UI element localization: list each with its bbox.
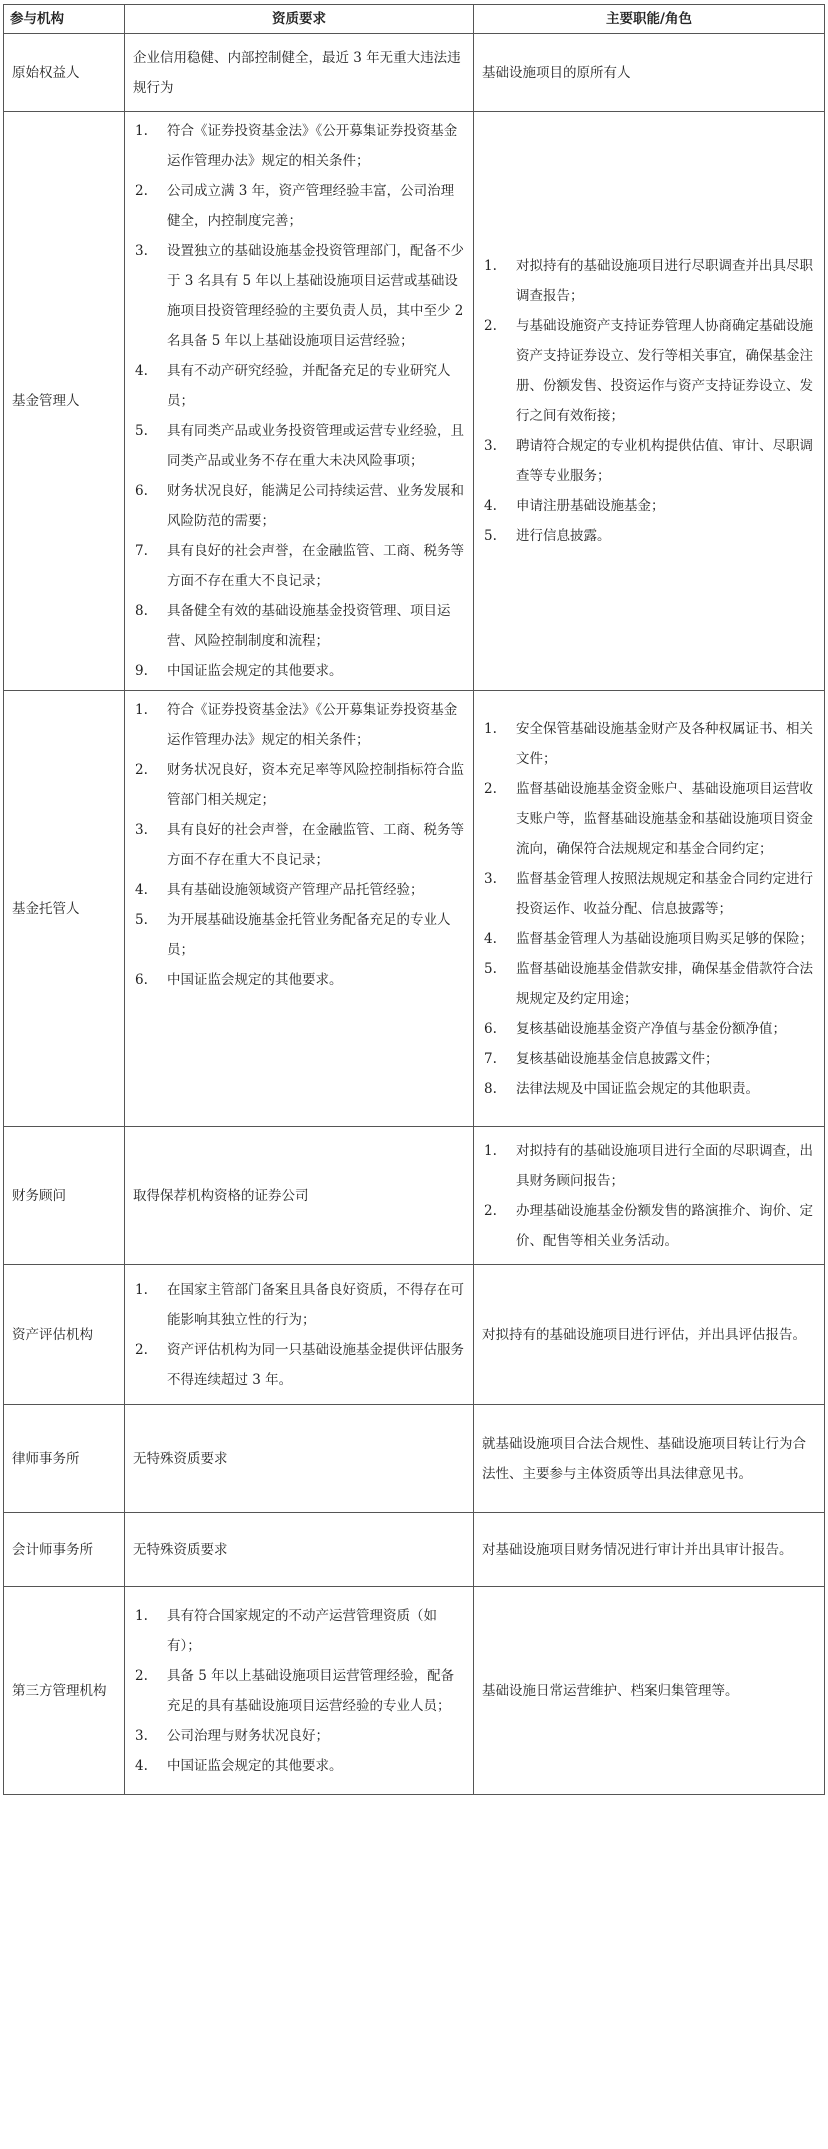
- table-row: [4, 691, 825, 1127]
- list-item-text: 具备健全有效的基础设施基金投资管理、项目运营、风险控制制度和流程；: [167, 603, 451, 649]
- list-item: 7. 具有良好的社会声誉，在金融监管、工商、税务等方面不存在重大不良记录；: [135, 543, 464, 589]
- qualification-list: [133, 1275, 465, 1395]
- list-item-text: 财务状况良好，能满足公司持续运营、业务发展和风险防范的需要；: [167, 483, 464, 529]
- list-item-text: 安全保管基础设施基金财产及各种权属证书、相关文件；: [516, 720, 813, 767]
- list-item-text: 具备 5 年以上基础设施项目运营管理经验，配备充足的具有基础设施项目运营经验的专业人员；: [167, 1667, 455, 1714]
- institution-name: 财务顾问: [4, 1127, 125, 1265]
- role-list-cell: [474, 1127, 825, 1265]
- institution-name: 基金托管人: [4, 691, 125, 1127]
- list-item-text: 中国证监会规定的其他要求。: [167, 972, 343, 988]
- list-item-text: 监督基金管理人为基础设施项目购买足够的保险；: [516, 930, 813, 947]
- role-list-cell: [474, 112, 825, 691]
- list-item: 2. 与基础设施资产支持证券管理人协商确定基础设施资产支持证券设立、发行等相关事宜，确保基金注册、份额发售、投资运作与资产支持证券设立、发行之间有效衔接；: [484, 318, 813, 424]
- list-item: 6. 复核基础设施基金资产净值与基金份额净值；: [484, 1020, 786, 1037]
- list-item: 4. 监督基金管理人为基础设施项目购买足够的保险；: [484, 930, 813, 947]
- list-item-text: 复核基础设施基金资产净值与基金份额净值；: [516, 1020, 786, 1037]
- list-item-text: 财务状况良好，资本充足率等风险控制指标符合监管部门相关规定；: [167, 762, 464, 808]
- list-item: 5. 为开展基础设施基金托管业务配备充足的专业人员；: [135, 912, 451, 958]
- list-item: 5. 进行信息披露。: [484, 528, 611, 544]
- qualification-list: [133, 116, 465, 686]
- table-row: [4, 1405, 825, 1513]
- institution-name: 律师事务所: [4, 1405, 125, 1513]
- list-item-text: 具有符合国家规定的不动产运营管理资质（如有）；: [167, 1607, 437, 1654]
- list-item-text: 中国证监会规定的其他要求。: [167, 663, 343, 679]
- qualification-list-cell: [125, 691, 474, 1127]
- table-header-row: [4, 5, 825, 34]
- list-item: 7. 复核基础设施基金信息披露文件；: [484, 1050, 719, 1067]
- list-item-text: 符合《证券投资基金法》《公开募集证券投资基金运作管理办法》规定的相关条件；: [167, 702, 458, 748]
- list-item: 8. 法律法规及中国证监会规定的其他职责。: [484, 1080, 759, 1097]
- list-item: 2. 财务状况良好，资本充足率等风险控制指标符合监管部门相关规定；: [135, 762, 464, 808]
- list-item: 3. 公司治理与财务状况良好；: [135, 1727, 329, 1744]
- list-item: 1. 符合《证券投资基金法》《公开募集证券投资基金运作管理办法》规定的相关条件；: [135, 702, 458, 748]
- list-item: 4. 申请注册基础设施基金；: [484, 498, 665, 514]
- list-item-text: 为开展基础设施基金托管业务配备充足的专业人员；: [167, 912, 451, 958]
- institution-name: 会计师事务所: [4, 1513, 125, 1587]
- header-qualification: 资质要求: [125, 5, 474, 34]
- list-item: 9. 中国证监会规定的其他要求。: [135, 663, 343, 679]
- list-item: 3. 具有良好的社会声誉，在金融监管、工商、税务等方面不存在重大不良记录；: [135, 822, 464, 868]
- list-item: 8. 具备健全有效的基础设施基金投资管理、项目运营、风险控制制度和流程；: [135, 603, 451, 649]
- role-list: [482, 251, 816, 551]
- role-list: [482, 1136, 816, 1256]
- list-item-text: 中国证监会规定的其他要求。: [167, 1757, 343, 1774]
- list-item: 3. 设置独立的基础设施基金投资管理部门，配备不少于 3 名具有 5 年以上基础设施项目运营或基础设施项目投资管理经验的主要负责人员，其中至少 2 名具备 5 年以上基础设施项目运营经验；: [135, 243, 464, 349]
- list-item: 2. 资产评估机构为同一只基础设施基金提供评估服务不得连续超过 3 年。: [135, 1341, 464, 1388]
- list-item: 1. 对拟持有的基础设施项目进行全面的尽职调查，出具财务顾问报告；: [484, 1142, 813, 1189]
- role-text: 就基础设施项目合法合规性、基础设施项目转让行为合法性、主要参与主体资质等出具法律意见书。: [474, 1405, 825, 1513]
- role-list-cell: [474, 691, 825, 1127]
- institution-name: 原始权益人: [4, 34, 125, 112]
- table-row: [4, 1127, 825, 1265]
- list-item-text: 在国家主管部门备案且具备良好资质，不得存在可能影响其独立性的行为；: [167, 1281, 464, 1328]
- list-item-text: 公司治理与财务状况良好；: [167, 1727, 329, 1744]
- list-item: 3. 监督基金管理人按照法规规定和基金合同约定进行投资运作、收益分配、信息披露等；: [484, 870, 813, 917]
- list-item: 5. 具有同类产品或业务投资管理或运营专业经验，且同类产品或业务不存在重大未决风险事项；: [135, 423, 464, 469]
- qualification-list-cell: [125, 1265, 474, 1405]
- list-item-text: 公司成立满 3 年，资产管理经验丰富，公司治理健全，内控制度完善；: [167, 183, 455, 229]
- header-role: 主要职能/角色: [474, 5, 825, 34]
- list-item: 1. 安全保管基础设施基金财产及各种权属证书、相关文件；: [484, 720, 813, 767]
- institution-name: 基金管理人: [4, 112, 125, 691]
- list-item-text: 符合《证券投资基金法》《公开募集证券投资基金运作管理办法》规定的相关条件；: [167, 123, 458, 169]
- qualification-list: [133, 695, 465, 995]
- list-item: 3. 聘请符合规定的专业机构提供估值、审计、尽职调查等专业服务；: [484, 438, 813, 484]
- list-item-text: 具有不动产研究经验，并配备充足的专业研究人员；: [167, 363, 451, 409]
- qualification-list: [133, 1601, 465, 1781]
- list-item-text: 进行信息披露。: [516, 528, 611, 544]
- list-item: 1. 在国家主管部门备案且具备良好资质，不得存在可能影响其独立性的行为；: [135, 1281, 464, 1328]
- list-item-text: 对拟持有的基础设施项目进行尽职调查并出具尽职调查报告；: [516, 258, 813, 304]
- list-item: 1. 符合《证券投资基金法》《公开募集证券投资基金运作管理办法》规定的相关条件；: [135, 123, 458, 169]
- role-text: 对拟持有的基础设施项目进行评估，并出具评估报告。: [474, 1265, 825, 1405]
- list-item: 6. 中国证监会规定的其他要求。: [135, 972, 343, 988]
- list-item: 1. 具有符合国家规定的不动产运营管理资质（如有）；: [135, 1607, 437, 1654]
- qualification-text: 无特殊资质要求: [125, 1513, 474, 1587]
- list-item-text: 具有基础设施领域资产管理产品托管经验；: [167, 882, 424, 898]
- role-text: 基础设施项目的原所有人: [474, 34, 825, 112]
- role-list: [482, 714, 816, 1104]
- qualification-list-cell: [125, 1587, 474, 1795]
- list-item-text: 对拟持有的基础设施项目进行全面的尽职调查，出具财务顾问报告；: [516, 1142, 813, 1189]
- role-text: 基础设施日常运营维护、档案归集管理等。: [474, 1587, 825, 1795]
- table-row: [4, 34, 825, 112]
- list-item: 1. 对拟持有的基础设施项目进行尽职调查并出具尽职调查报告；: [484, 258, 813, 304]
- qualification-text: 企业信用稳健、内部控制健全，最近 3 年无重大违法违规行为: [125, 34, 474, 112]
- qualification-text: 无特殊资质要求: [125, 1405, 474, 1513]
- list-item-text: 资产评估机构为同一只基础设施基金提供评估服务不得连续超过 3 年。: [167, 1341, 464, 1388]
- list-item: 2. 办理基础设施基金份额发售的路演推介、询价、定价、配售等相关业务活动。: [484, 1202, 813, 1249]
- list-item-text: 与基础设施资产支持证券管理人协商确定基础设施资产支持证券设立、发行等相关事宜，确保基金注册、份额发售、投资运作与资产支持证券设立、发行之间有效衔接；: [516, 318, 813, 424]
- list-item-text: 监督基础设施基金借款安排，确保基金借款符合法规规定及约定用途；: [516, 960, 813, 1007]
- list-item: 5. 监督基础设施基金借款安排，确保基金借款符合法规规定及约定用途；: [484, 960, 813, 1007]
- list-item-text: 具有良好的社会声誉，在金融监管、工商、税务等方面不存在重大不良记录；: [167, 822, 464, 868]
- role-text: 对基础设施项目财务情况进行审计并出具审计报告。: [474, 1513, 825, 1587]
- list-item: 2. 监督基础设施基金资金账户、基础设施项目运营收支账户等，监督基础设施基金和基础设施项目资金流向，确保符合法规规定和基金合同约定；: [484, 780, 813, 857]
- institution-table: [3, 4, 825, 1795]
- table-row: [4, 112, 825, 691]
- list-item-text: 具有良好的社会声誉，在金融监管、工商、税务等方面不存在重大不良记录；: [167, 543, 464, 589]
- qualification-list-cell: [125, 112, 474, 691]
- institution-name: 资产评估机构: [4, 1265, 125, 1405]
- list-item-text: 监督基金管理人按照法规规定和基金合同约定进行投资运作、收益分配、信息披露等；: [516, 870, 813, 917]
- list-item-text: 办理基础设施基金份额发售的路演推介、询价、定价、配售等相关业务活动。: [516, 1202, 813, 1249]
- institution-name: 第三方管理机构: [4, 1587, 125, 1795]
- list-item-text: 设置独立的基础设施基金投资管理部门，配备不少于 3 名具有 5 年以上基础设施项目运营或基础设施项目投资管理经验的主要负责人员，其中至少 2 名具备 5 年以上基础设施项目运营经验；: [167, 243, 464, 349]
- list-item: 2. 公司成立满 3 年，资产管理经验丰富，公司治理健全，内控制度完善；: [135, 183, 455, 229]
- list-item: 4. 具有基础设施领域资产管理产品托管经验；: [135, 882, 424, 898]
- list-item-text: 申请注册基础设施基金；: [516, 498, 665, 514]
- list-item-text: 复核基础设施基金信息披露文件；: [516, 1050, 719, 1067]
- header-institution: 参与机构: [4, 5, 125, 34]
- list-item: 6. 财务状况良好，能满足公司持续运营、业务发展和风险防范的需要；: [135, 483, 464, 529]
- table-row: [4, 1513, 825, 1587]
- list-item-text: 法律法规及中国证监会规定的其他职责。: [516, 1080, 759, 1097]
- table-row: [4, 1587, 825, 1795]
- table-row: [4, 1265, 825, 1405]
- list-item-text: 监督基础设施基金资金账户、基础设施项目运营收支账户等，监督基础设施基金和基础设施项目资金流向，确保符合法规规定和基金合同约定；: [516, 780, 813, 857]
- qualification-text: 取得保荐机构资格的证券公司: [125, 1127, 474, 1265]
- list-item: 4. 具有不动产研究经验，并配备充足的专业研究人员；: [135, 363, 451, 409]
- list-item-text: 聘请符合规定的专业机构提供估值、审计、尽职调查等专业服务；: [516, 438, 813, 484]
- list-item-text: 具有同类产品或业务投资管理或运营专业经验，且同类产品或业务不存在重大未决风险事项；: [167, 423, 464, 469]
- list-item: 4. 中国证监会规定的其他要求。: [135, 1757, 343, 1774]
- list-item: 2. 具备 5 年以上基础设施项目运营管理经验，配备充足的具有基础设施项目运营经验的专业人员；: [135, 1667, 455, 1714]
